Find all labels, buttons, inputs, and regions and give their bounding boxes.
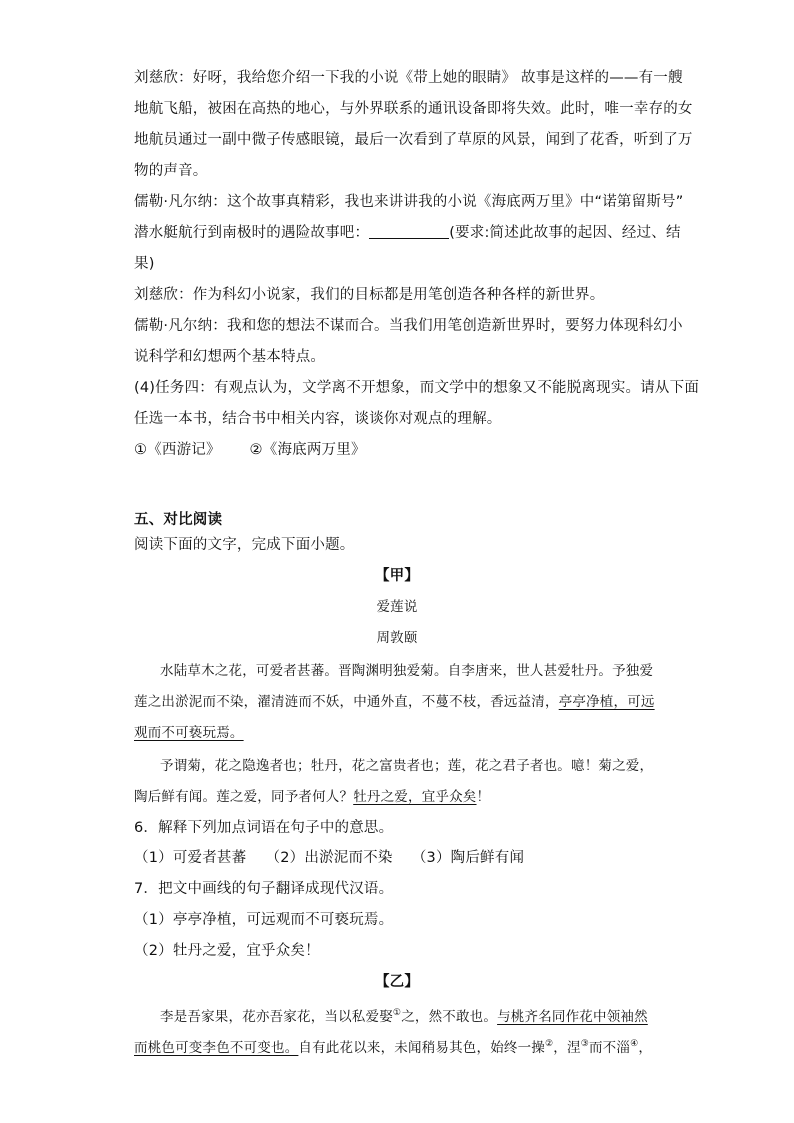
task4-options: ①《西游记》 ②《海底两万里》: [134, 442, 366, 458]
dialogue-jules-line-2: [134, 223, 681, 243]
underlined-sentence: 亭亭净植，可远: [558, 694, 655, 710]
dialogue-jules-4-line-1: 儒勒·凡尔纳：我和您的想法不谋而合。当我们用笔创造新世界时，要努力体现科幻小: [134, 318, 683, 334]
jia-paragraph-1-line-3: [134, 723, 244, 743]
yi-text: 而不淄: [588, 1040, 631, 1056]
section-instruction: 阅读下面的文字，完成下面小题。: [134, 537, 355, 553]
passage-jia-title: 爱莲说: [376, 599, 418, 615]
yi-text: ，涅: [553, 1040, 581, 1056]
underlined-sentence: 与桃齐名同作花中领袖然: [497, 1009, 648, 1025]
yi-text: 李是吾家果，花亦吾家花，当以私爱娶: [160, 1009, 393, 1025]
yi-text: 之，然不敢也。: [401, 1009, 498, 1025]
jules-prompt: 潜水艇航行到南极时的遇险故事吧：: [134, 225, 370, 241]
section-title: 五、对比阅读: [134, 512, 223, 528]
answer-blank[interactable]: [369, 224, 449, 239]
dialogue-jules-4-line-2: 说科学和幻想两个基本特点。: [134, 349, 326, 365]
question-6: 6．解释下列加点词语在句子中的意思。: [134, 820, 394, 836]
question-7-item-1: （1）亭亭净植，可远观而不可亵玩焉。: [134, 912, 394, 928]
jia-paragraph-2-line-2: [134, 787, 490, 807]
underlined-sentence: 而桃色可变李色不可变也。: [134, 1040, 299, 1056]
yi-paragraph-line-1: [160, 1003, 648, 1027]
footnote-marker: ③: [580, 1039, 589, 1049]
dialogue-liu-line-3: 地航员通过一副中微子传感眼镜，最后一次看到了草原的风景，闻到了花香，听到了万: [134, 132, 693, 148]
underlined-sentence: 观而不可亵玩焉。: [134, 725, 244, 741]
jia-text: 莲之出淤泥而不染，濯清涟而不妖，中通外直，不蔓不枝，香远益清，: [134, 694, 559, 710]
question-6-items: （1）可爱者甚蕃 （2）出淤泥而不染 （3）陶后鲜有闻: [134, 850, 525, 866]
passage-jia-label: 【甲】: [374, 568, 420, 584]
jia-text: 陶后鲜有闻。莲之爱，同予者何人？: [134, 789, 354, 805]
passage-jia-author: 周敦颐: [376, 630, 418, 646]
task4-line-1: (4)任务四：有观点认为，文学离不开想象，而文学中的想象又不能脱离现实。请从下面: [134, 380, 700, 396]
jia-paragraph-1-line-1: 水陆草木之花，可爱者甚蕃。晋陶渊明独爱菊。自李唐来，世人甚爱牡丹。予独爱: [160, 663, 654, 679]
dialogue-jules-line-1: 儒勒·凡尔纳：这个故事真精彩，我也来讲讲我的小说《海底两万里》中“诺第留斯号”: [134, 194, 684, 210]
dialogue-liu-line-2: 地航飞船，被困在高热的地心，与外界联系的通讯设备即将失效。此时，唯一幸存的女: [134, 101, 693, 117]
dialogue-liu-line-1: 刘慈欣：好呀，我给您介绍一下我的小说《带上她的眼睛》 故事是这样的——有一艘: [134, 70, 683, 86]
footnote-marker: ①: [392, 1008, 402, 1018]
passage-yi-label: 【乙】: [374, 974, 420, 990]
yi-text: ，: [638, 1040, 653, 1056]
jia-paragraph-1-line-2: [134, 692, 655, 712]
dialogue-liu-line-4: 物的声音。: [134, 163, 208, 179]
yi-paragraph-line-2: [134, 1034, 652, 1058]
jules-requirement: (要求:简述此故事的起因、经过、结: [449, 225, 681, 241]
jia-text-end: ！: [476, 789, 491, 805]
jia-paragraph-2-line-1: 予谓菊，花之隐逸者也；牡丹，花之富贵者也；莲，花之君子者也。噫！菊之爱，: [160, 758, 654, 774]
question-7: 7．把文中画线的句子翻译成现代汉语。: [134, 881, 394, 897]
footnote-marker: ④: [630, 1039, 639, 1049]
footnote-marker: ②: [545, 1039, 554, 1049]
yi-text: 自有此花以来，未闻稍易其色，始终一操: [298, 1040, 546, 1056]
underlined-sentence: 牡丹之爱，宜乎众矣: [353, 789, 477, 805]
task4-line-2: 任选一本书，结合书中相关内容，谈谈你对观点的理解。: [134, 411, 502, 427]
dialogue-jules-line-3: 果): [134, 256, 155, 272]
dialogue-liu-2: 刘慈欣：作为科幻小说家，我们的目标都是用笔创造各种各样的新世界。: [134, 287, 605, 303]
question-7-item-2: （2）牡丹之爱，宜乎众矣！: [134, 943, 320, 959]
